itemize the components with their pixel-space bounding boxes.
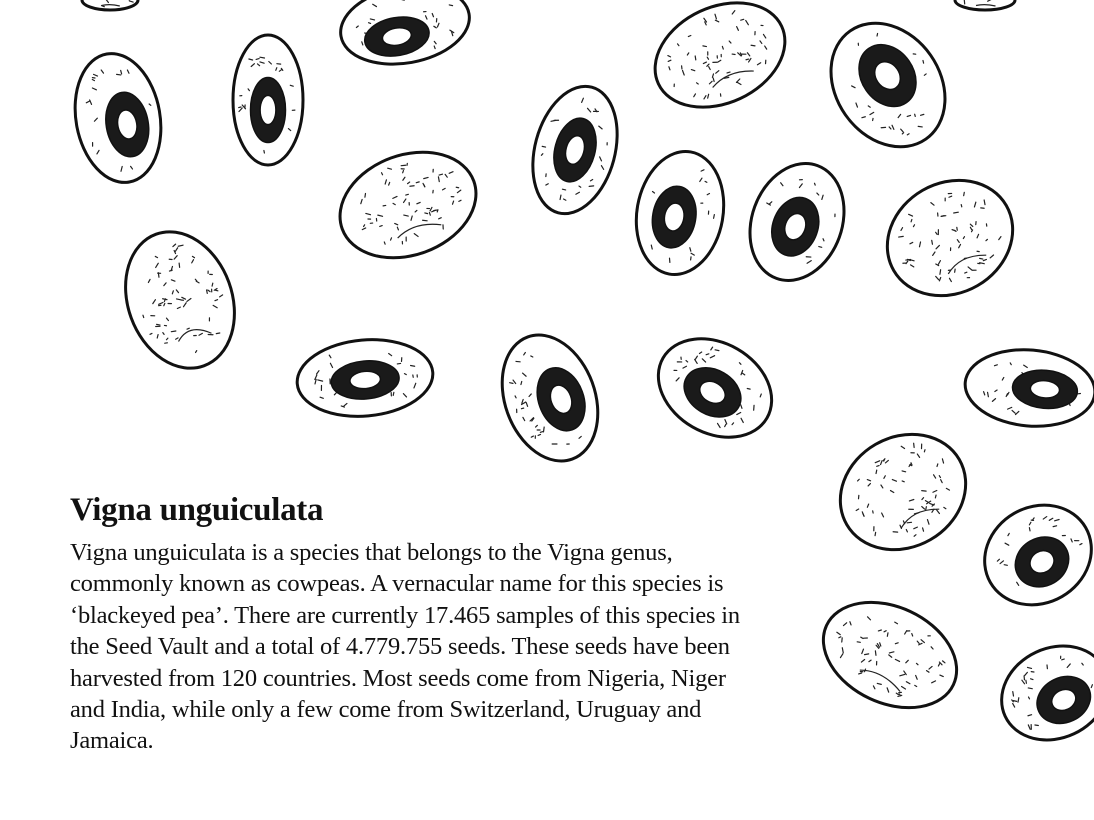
- seed: [638, 0, 802, 127]
- seed: [986, 629, 1094, 757]
- seed: [808, 1, 969, 169]
- seed: [325, 134, 491, 276]
- seed: [107, 216, 253, 383]
- species-description: Vigna unguiculata is a species that belongs to the Vigna genus, commonly known as cowpeas. A vernacular name for this species is ‘blackeyed pea’. There are currently 17.465 samples of this species in the Seed Vault and a total of 4.779.755 seeds. These seeds have been harvested from 120 countries. Most seeds come from Nigeria, Niger and India, while only a few come from Switzerland, Uruguay and Jamaica.: [70, 539, 740, 755]
- seed: [819, 412, 987, 572]
- seed: [294, 334, 436, 422]
- seed: [966, 486, 1094, 624]
- seed: [955, 0, 1015, 10]
- seed: [334, 0, 475, 74]
- species-title: Vigna unguiculata: [70, 492, 324, 528]
- seed: [627, 144, 733, 281]
- seed: [65, 47, 170, 190]
- seed: [866, 158, 1034, 318]
- species-info: [70, 492, 750, 757]
- seed: [485, 322, 614, 475]
- seed: [641, 319, 790, 457]
- seed: [82, 0, 138, 10]
- seed: [806, 582, 973, 728]
- seed: [734, 150, 860, 294]
- seed: [233, 35, 303, 165]
- seed: [520, 77, 631, 223]
- seed: [962, 344, 1094, 431]
